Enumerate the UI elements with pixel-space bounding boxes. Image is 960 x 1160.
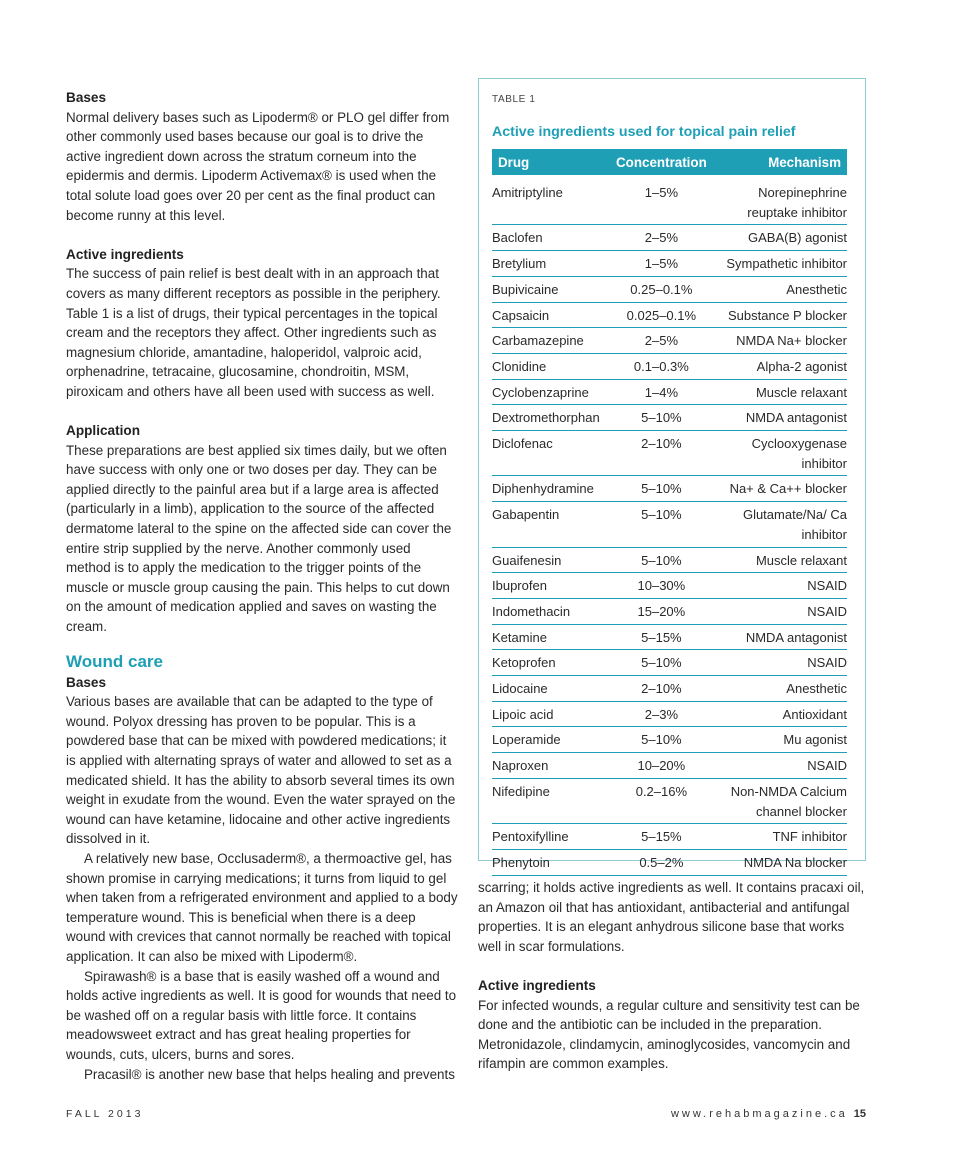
table-row: [492, 701, 847, 727]
concentration-cell: 5–10%: [610, 502, 713, 547]
mechanism-cell: GABA(B) agonist: [713, 225, 847, 251]
mechanism-cell: NMDA Na blocker: [713, 849, 847, 875]
concentration-cell: 5–15%: [610, 824, 713, 850]
drug-cell: Amitriptyline: [492, 175, 610, 225]
mechanism-cell: NSAID: [713, 650, 847, 676]
mechanism-cell: NSAID: [713, 573, 847, 599]
wound-bases-paragraph-3: Spirawash® is a base that is easily washed off a wound and holds active ingredients as well. It is good for wounds that need to be washed off on a regular basis with little force. It contains meadowsweet extract and has great healing properties for wounds, cuts, ulcers, burns and sores.: [66, 968, 457, 1062]
drug-cell: Pentoxifylline: [492, 824, 610, 850]
mechanism-cell: Alpha-2 agonist: [713, 353, 847, 379]
mechanism-cell: NMDA antagonist: [713, 405, 847, 431]
mechanism-cell: NSAID: [713, 598, 847, 624]
table-row: [492, 547, 847, 573]
concentration-cell: 1–5%: [610, 251, 713, 277]
drug-cell: Capsaicin: [492, 302, 610, 328]
left-column: [66, 88, 458, 1084]
drug-cell: Naproxen: [492, 753, 610, 779]
active-ingredients-paragraph: The success of pain relief is best dealt with in an approach that covers as many different receptors as possible in the periphery. Table 1 is a list of drugs, their typical percentages in the topical cream and the receptors they affect. Other ingredients such as magnesium chloride, amantadine, haloperidol, valproic acid, orphenadrine, tetracaine, glucosamine, chondroitin, MSM, piroxicam and others have all been used with success as well.: [66, 266, 441, 399]
drug-cell: Bupivicaine: [492, 276, 610, 302]
drug-cell: Ibuprofen: [492, 573, 610, 599]
concentration-cell: 0.2–16%: [610, 778, 713, 823]
concentration-cell: 5–10%: [610, 650, 713, 676]
concentration-cell: 0.025–0.1%: [610, 302, 713, 328]
drug-cell: Diclofenac: [492, 431, 610, 476]
concentration-cell: 2–3%: [610, 701, 713, 727]
table-row: [492, 328, 847, 354]
drug-cell: Dextromethorphan: [492, 405, 610, 431]
concentration-cell: 2–5%: [610, 225, 713, 251]
application-heading: Application: [66, 423, 141, 439]
table-row: [492, 379, 847, 405]
concentration-cell: 1–4%: [610, 379, 713, 405]
drug-cell: Indomethacin: [492, 598, 610, 624]
mechanism-cell: NMDA Na+ blocker: [713, 328, 847, 354]
concentration-cell: 0.1–0.3%: [610, 353, 713, 379]
mechanism-cell: Muscle relaxant: [713, 547, 847, 573]
drug-cell: Diphenhydramine: [492, 476, 610, 502]
drug-cell: Ketamine: [492, 624, 610, 650]
footer-right: [671, 1108, 866, 1120]
header-concentration: Concentration: [610, 149, 713, 175]
concentration-cell: 1–5%: [610, 175, 713, 225]
mechanism-cell: Anesthetic: [713, 276, 847, 302]
table-row: [492, 727, 847, 753]
table-row: [492, 225, 847, 251]
wound-bases-paragraph-2: A relatively new base, Occlusaderm®, a thermoactive gel, has shown promise in carrying medications; it turns from liquid to gel when taken from a refrigerated environment and applied to a body temperature wound. This is beneficial when there is a deep wound with crevices that cannot normally be reached with topical application. It can also be mixed with Lipoderm®.: [66, 850, 458, 964]
concentration-cell: 2–10%: [610, 431, 713, 476]
table-row: [492, 302, 847, 328]
table-row: [492, 753, 847, 779]
drug-cell: Gabapentin: [492, 502, 610, 547]
header-mechanism: Mechanism: [713, 149, 847, 175]
mechanism-cell: Antioxidant: [713, 701, 847, 727]
concentration-cell: 5–15%: [610, 624, 713, 650]
mechanism-cell: Mu agonist: [713, 727, 847, 753]
table-row: [492, 251, 847, 277]
mechanism-cell: Norepinephrine reuptake inhibitor: [713, 175, 847, 225]
right-column-bottom: [478, 878, 870, 1074]
drug-cell: Guaifenesin: [492, 547, 610, 573]
drug-cell: Lidocaine: [492, 676, 610, 702]
concentration-cell: 2–10%: [610, 676, 713, 702]
concentration-cell: 5–10%: [610, 405, 713, 431]
table-header-row: [492, 149, 847, 175]
drug-cell: Clonidine: [492, 353, 610, 379]
concentration-cell: 0.25–0.1%: [610, 276, 713, 302]
concentration-cell: 5–10%: [610, 476, 713, 502]
page-number: 15: [853, 1108, 866, 1120]
wound-active-ingredients-heading: Active ingredients: [478, 977, 596, 993]
table-row: [492, 624, 847, 650]
table-title: Active ingredients used for topical pain relief: [492, 124, 796, 140]
wound-care-heading: Wound care: [66, 651, 163, 671]
table-row: [492, 431, 847, 476]
concentration-cell: 0.5–2%: [610, 849, 713, 875]
table-label: TABLE 1: [492, 94, 536, 105]
concentration-cell: 10–30%: [610, 573, 713, 599]
concentration-cell: 5–10%: [610, 727, 713, 753]
mechanism-cell: Glutamate/Na/ Ca inhibitor: [713, 502, 847, 547]
drug-cell: Loperamide: [492, 727, 610, 753]
table-row: [492, 502, 847, 547]
mechanism-cell: Sympathetic inhibitor: [713, 251, 847, 277]
footer-url: www.rehabmagazine.ca: [670, 1108, 848, 1120]
mechanism-cell: Muscle relaxant: [713, 379, 847, 405]
concentration-cell: 15–20%: [610, 598, 713, 624]
concentration-cell: 5–10%: [610, 547, 713, 573]
table-row: [492, 849, 847, 875]
drug-cell: Bretylium: [492, 251, 610, 277]
mechanism-cell: NSAID: [713, 753, 847, 779]
drug-cell: Carbamazepine: [492, 328, 610, 354]
drug-cell: Lipoic acid: [492, 701, 610, 727]
active-ingredients-heading: Active ingredients: [66, 246, 184, 262]
footer-issue: FALL 2013: [66, 1108, 144, 1120]
table-row: [492, 476, 847, 502]
wound-bases-paragraph-1: Various bases are available that can be adapted to the type of wound. Polyox dressing has proven to be popular. This is a powdered base that can be mixed with powdered medications; it is applied with alternating sprays of water and allowed to set as a medicated shield. It has the ability to absorb several times its own weight in exudate from the wound. Even the water sprayed on the wound can have ketamine, lidocaine and other active ingredients dissolved in it.: [66, 694, 456, 847]
table-row: [492, 778, 847, 823]
concentration-cell: 10–20%: [610, 753, 713, 779]
mechanism-cell: Na+ & Ca++ blocker: [713, 476, 847, 502]
drug-cell: Baclofen: [492, 225, 610, 251]
mechanism-cell: TNF inhibitor: [713, 824, 847, 850]
drug-cell: Cyclobenzaprine: [492, 379, 610, 405]
drug-cell: Nifedipine: [492, 778, 610, 823]
mechanism-cell: Anesthetic: [713, 676, 847, 702]
mechanism-cell: Non-NMDA Calcium channel blocker: [713, 778, 847, 823]
table-row: [492, 650, 847, 676]
wound-active-ingredients-paragraph: For infected wounds, a regular culture and sensitivity test can be done and the antibiotic can be included in the preparation. Metronidazole, clindamycin, aminoglycosides, vancomycin and rifampin are common examples.: [478, 997, 860, 1072]
concentration-cell: 2–5%: [610, 328, 713, 354]
table-row: [492, 353, 847, 379]
table-row: [492, 276, 847, 302]
table-1-box: [478, 78, 866, 870]
bases-paragraph: Normal delivery bases such as Lipoderm® or PLO gel differ from other commonly used bases because our goal is to drive the active ingredient down across the stratum corneum into the epidermis and dermis. Lipoderm Activemax® is used when the total solute load goes over 20 per cent as the final product can become runny at this level.: [66, 109, 450, 223]
table-row: [492, 824, 847, 850]
bases-heading: Bases: [66, 90, 107, 105]
mechanism-cell: Substance P blocker: [713, 302, 847, 328]
table-row: [492, 676, 847, 702]
table-row: [492, 405, 847, 431]
drug-table: [492, 149, 847, 876]
mechanism-cell: NMDA antagonist: [713, 624, 847, 650]
mechanism-cell: Cyclooxygenase inhibitor: [713, 431, 847, 476]
header-drug: Drug: [492, 149, 610, 175]
application-paragraph: These preparations are best applied six times daily, but we often have success with only one or two doses per day. They can be applied directly to the painful area but if a large area is affected (particularly in a limb), application to the source of the affected dermatome lateral to the spine on the affected side can cover the entire strip supplied by the nerve. Another commonly used method is to apply the medication to the trigger points of the muscle or muscle group causing the pain. This helps to cut down on the amount of medication applied and saves on wasting the cream.: [66, 442, 452, 635]
table-row: [492, 598, 847, 624]
drug-cell: Phenytoin: [492, 849, 610, 875]
table-body: [492, 175, 847, 875]
continued-paragraph: scarring; it holds active ingredients as well. It contains pracaxi oil, an Amazon oil that has antioxidant, antibacterial and antifungal properties. It is an elegant anhydrous silicone base that works well in scar formulations.: [478, 880, 865, 954]
table-row: [492, 175, 847, 225]
wound-bases-paragraph-4: Pracasil® is another new base that helps healing and prevents: [84, 1066, 455, 1082]
wound-bases-heading: Bases: [66, 674, 107, 690]
table-row: [492, 573, 847, 599]
drug-cell: Ketoprofen: [492, 650, 610, 676]
